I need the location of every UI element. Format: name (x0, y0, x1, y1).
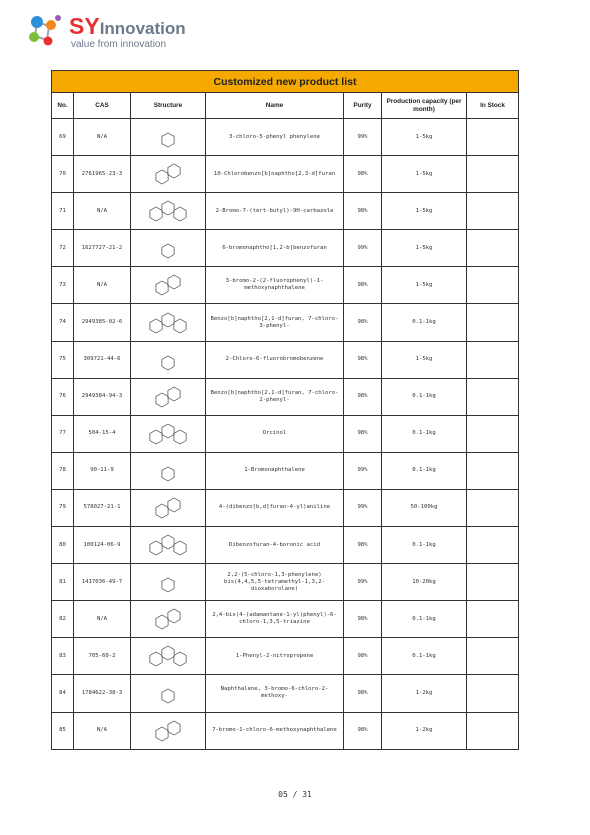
cell-cas: N/A (74, 193, 131, 230)
table-title: Customized new product list (52, 71, 519, 93)
cell-no: 76 (52, 378, 74, 415)
header-no: No. (52, 93, 74, 119)
cell-name: Benzo[b]naphtho[2,1-d]furan, 7-chloro-3-phenyl- (206, 304, 344, 341)
cell-structure (131, 119, 206, 156)
chemical-structure-icon (140, 716, 196, 746)
molecule-logo-icon (25, 12, 65, 50)
cell-capacity: 0.1-1kg (382, 378, 467, 415)
cell-structure (131, 712, 206, 749)
cell-cas: 2949385-02-6 (74, 304, 131, 341)
cell-capacity: 0.1-1kg (382, 304, 467, 341)
cell-structure (131, 601, 206, 638)
chemical-structure-icon (140, 122, 196, 152)
cell-cas: 1784622-38-3 (74, 675, 131, 712)
cell-cas: N/A (74, 601, 131, 638)
cell-name: 4-(dibenzo[b,d]furan-4-yl)aniline (206, 489, 344, 526)
cell-capacity: 0.1-1kg (382, 527, 467, 564)
chemical-structure-icon (140, 196, 196, 226)
cell-capacity: 0.1-1kg (382, 638, 467, 675)
cell-no: 78 (52, 452, 74, 489)
cell-no: 75 (52, 341, 74, 378)
cell-capacity: 50-100kg (382, 489, 467, 526)
cell-stock (467, 193, 519, 230)
cell-stock (467, 675, 519, 712)
cell-structure (131, 341, 206, 378)
cell-name: Naphthalene, 3-bromo-6-chloro-2-methoxy- (206, 675, 344, 712)
cell-capacity: 1-5kg (382, 267, 467, 304)
cell-purity: 98% (344, 378, 382, 415)
table-row (52, 230, 519, 267)
header-cas: CAS (74, 93, 131, 119)
cell-name: 1-Bromonaphthalene (206, 452, 344, 489)
cell-cas: 100124-06-9 (74, 527, 131, 564)
cell-structure (131, 267, 206, 304)
brand-name: SYInnovation (69, 13, 186, 39)
cell-cas: 2949384-94-3 (74, 378, 131, 415)
cell-stock (467, 230, 519, 267)
cell-cas: 90-11-9 (74, 452, 131, 489)
cell-capacity: 0.1-1kg (382, 452, 467, 489)
cell-no: 80 (52, 527, 74, 564)
cell-name: 2-Bromo-7-(tert-butyl)-9H-carbazole (206, 193, 344, 230)
cell-capacity: 0.1-1kg (382, 415, 467, 452)
page-number: 05 / 31 (278, 790, 312, 799)
cell-name: 2,4-bis(4-(adamantane-1-yl)phenyl)-6-chloro-1,3,5-triazine (206, 601, 344, 638)
cell-capacity: 1-5kg (382, 230, 467, 267)
cell-capacity: 1-5kg (382, 341, 467, 378)
table-row (52, 564, 519, 601)
cell-no: 70 (52, 156, 74, 193)
table-row (52, 378, 519, 415)
table-row (52, 601, 519, 638)
chemical-structure-icon (140, 493, 196, 523)
table-header-row (52, 93, 519, 119)
cell-purity: 98% (344, 341, 382, 378)
chemical-structure-icon (140, 530, 196, 560)
cell-capacity: 10-20kg (382, 564, 467, 601)
cell-no: 79 (52, 489, 74, 526)
cell-name: 1-Phenyl-2-nitropropene (206, 638, 344, 675)
chemical-structure-icon (140, 345, 196, 375)
cell-purity: 98% (344, 601, 382, 638)
cell-purity: 99% (344, 564, 382, 601)
table-row (52, 415, 519, 452)
cell-no: 83 (52, 638, 74, 675)
cell-cas: N/A (74, 712, 131, 749)
cell-cas: 309721-44-6 (74, 341, 131, 378)
cell-capacity: 1-2kg (382, 712, 467, 749)
cell-structure (131, 193, 206, 230)
cell-stock (467, 304, 519, 341)
cell-stock (467, 712, 519, 749)
chemical-structure-icon (140, 456, 196, 486)
cell-purity: 98% (344, 156, 382, 193)
cell-stock (467, 156, 519, 193)
cell-name: 3-bromo-2-(2-fluorophenyl)-1-methoxynaphthalene (206, 267, 344, 304)
cell-no: 69 (52, 119, 74, 156)
chemical-structure-icon (140, 233, 196, 263)
cell-structure (131, 527, 206, 564)
cell-stock (467, 601, 519, 638)
cell-stock (467, 564, 519, 601)
cell-name: Orcinol (206, 415, 344, 452)
cell-name: 6-bromonaphtho[1,2-b]benzofuran (206, 230, 344, 267)
cell-cas: 504-15-4 (74, 415, 131, 452)
product-table-container (51, 70, 518, 750)
cell-stock (467, 341, 519, 378)
company-logo (25, 12, 195, 50)
cell-no: 81 (52, 564, 74, 601)
cell-cas: 2761965-23-3 (74, 156, 131, 193)
header-structure: Structure (131, 93, 206, 119)
table-row (52, 638, 519, 675)
cell-cas: 1627727-21-2 (74, 230, 131, 267)
table-row (52, 193, 519, 230)
cell-purity: 99% (344, 452, 382, 489)
table-row (52, 119, 519, 156)
cell-name: 10-Chlorobenzo[b]naphtho[2,3-d]furan (206, 156, 344, 193)
cell-name: 3-chloro-5-phenyl phenylene (206, 119, 344, 156)
chemical-structure-icon (140, 159, 196, 189)
cell-purity: 98% (344, 675, 382, 712)
cell-structure (131, 230, 206, 267)
table-row (52, 675, 519, 712)
cell-no: 85 (52, 712, 74, 749)
cell-purity: 98% (344, 415, 382, 452)
cell-cas: 1417036-49-7 (74, 564, 131, 601)
cell-purity: 99% (344, 119, 382, 156)
cell-purity: 98% (344, 712, 382, 749)
table-row (52, 341, 519, 378)
table-row (52, 452, 519, 489)
cell-structure (131, 304, 206, 341)
cell-name: 7-bromo-1-chloro-6-methoxynaphthalene (206, 712, 344, 749)
chemical-structure-icon (140, 641, 196, 671)
cell-cas: N/A (74, 267, 131, 304)
cell-capacity: 1-2kg (382, 675, 467, 712)
cell-stock (467, 527, 519, 564)
chemical-structure-icon (140, 382, 196, 412)
header-capacity: Production capacity (per month) (382, 93, 467, 119)
cell-structure (131, 638, 206, 675)
header-name: Name (206, 93, 344, 119)
chemical-structure-icon (140, 678, 196, 708)
cell-no: 82 (52, 601, 74, 638)
cell-capacity: 1-5kg (382, 193, 467, 230)
cell-stock (467, 415, 519, 452)
cell-purity: 98% (344, 638, 382, 675)
table-row (52, 712, 519, 749)
cell-cas: 578027-21-1 (74, 489, 131, 526)
cell-stock (467, 489, 519, 526)
table-title-row (52, 71, 519, 93)
chemical-structure-icon (140, 419, 196, 449)
chemical-structure-icon (140, 604, 196, 634)
cell-structure (131, 156, 206, 193)
cell-no: 73 (52, 267, 74, 304)
cell-stock (467, 452, 519, 489)
chemical-structure-icon (140, 567, 196, 597)
cell-no: 72 (52, 230, 74, 267)
cell-purity: 98% (344, 267, 382, 304)
cell-no: 84 (52, 675, 74, 712)
cell-cas: N/A (74, 119, 131, 156)
cell-capacity: 1-5kg (382, 156, 467, 193)
cell-purity: 99% (344, 230, 382, 267)
chemical-structure-icon (140, 308, 196, 338)
cell-structure (131, 564, 206, 601)
cell-structure (131, 489, 206, 526)
table-row (52, 489, 519, 526)
table-row (52, 527, 519, 564)
brand-tagline: value from innovation (71, 39, 167, 50)
cell-name: 2,2-(5-chloro-1,3-phenylene) bis(4,4,5,5-tetramethyl-1,3,2-dioxaborolane) (206, 564, 344, 601)
cell-structure (131, 378, 206, 415)
cell-name: Dibenzofuran-4-boronic acid (206, 527, 344, 564)
table-row (52, 156, 519, 193)
cell-structure (131, 415, 206, 452)
header-purity: Purity (344, 93, 382, 119)
cell-capacity: 0.1-1kg (382, 601, 467, 638)
cell-name: 2-Chloro-6-fluorobromobenzene (206, 341, 344, 378)
cell-purity: 98% (344, 527, 382, 564)
chemical-structure-icon (140, 270, 196, 300)
cell-no: 77 (52, 415, 74, 452)
table-row (52, 267, 519, 304)
cell-capacity: 1-5kg (382, 119, 467, 156)
cell-stock (467, 378, 519, 415)
table-row (52, 304, 519, 341)
cell-no: 71 (52, 193, 74, 230)
cell-structure (131, 675, 206, 712)
cell-cas: 705-60-2 (74, 638, 131, 675)
cell-structure (131, 452, 206, 489)
header-stock: In Stock (467, 93, 519, 119)
cell-purity: 98% (344, 304, 382, 341)
cell-purity: 99% (344, 489, 382, 526)
product-table (51, 70, 519, 750)
cell-purity: 98% (344, 193, 382, 230)
cell-stock (467, 119, 519, 156)
cell-stock (467, 638, 519, 675)
cell-name: Benzo[b]naphtho[2,1-d]furan, 7-chloro-2-phenyl- (206, 378, 344, 415)
cell-stock (467, 267, 519, 304)
cell-no: 74 (52, 304, 74, 341)
